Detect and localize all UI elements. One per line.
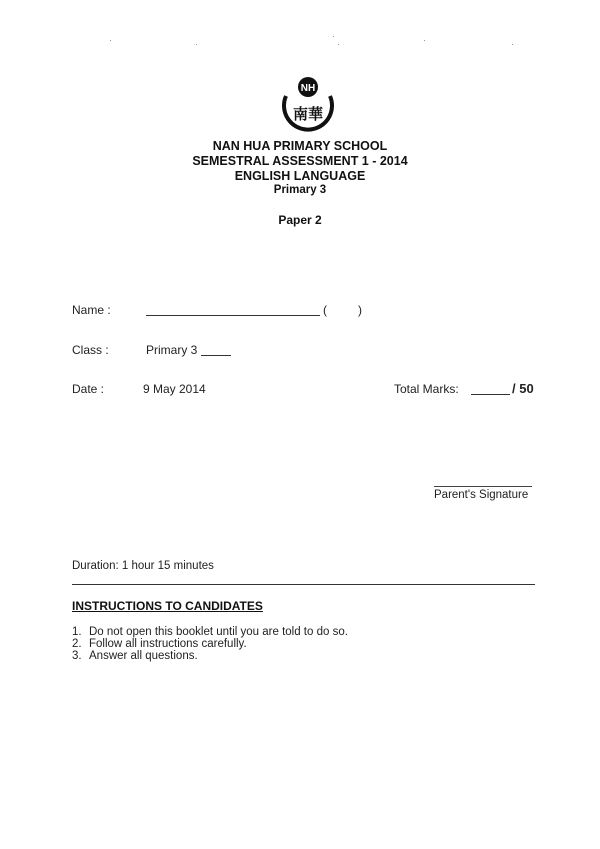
instructions-title: INSTRUCTIONS TO CANDIDATES xyxy=(72,599,263,613)
assessment-title: SEMESTRAL ASSESSMENT 1 - 2014 xyxy=(192,154,408,168)
date-value: 9 May 2014 xyxy=(143,382,206,396)
total-marks-field-line[interactable] xyxy=(471,394,510,395)
instruction-item xyxy=(72,638,348,650)
instruction-text: Follow all instructions carefully. xyxy=(89,638,247,650)
logo-monogram: NH xyxy=(300,83,316,94)
total-marks-max: / 50 xyxy=(512,381,534,396)
school-name: NAN HUA PRIMARY SCHOOL xyxy=(212,139,388,153)
instruction-text: Answer all questions. xyxy=(89,650,198,662)
subject-title: ENGLISH LANGUAGE xyxy=(234,169,366,183)
class-label: Class : xyxy=(72,343,109,357)
paper-title: Paper 2 xyxy=(278,213,322,227)
class-value: Primary 3 xyxy=(146,343,198,357)
instruction-number: 2. xyxy=(72,638,82,650)
duration-text: Duration: 1 hour 15 minutes xyxy=(72,560,214,572)
name-label: Name : xyxy=(72,303,111,317)
instruction-item xyxy=(72,626,348,638)
scan-speck xyxy=(512,44,513,45)
instructions-list xyxy=(72,626,348,662)
register-number-open: ( xyxy=(323,303,327,317)
date-label: Date : xyxy=(72,382,105,396)
parent-signature-line[interactable] xyxy=(434,486,532,487)
class-field-line[interactable] xyxy=(201,355,231,356)
instruction-number: 1. xyxy=(72,626,82,638)
register-number-close: ) xyxy=(358,303,362,317)
school-logo xyxy=(276,74,340,134)
instruction-text: Do not open this booklet until you are told to do so. xyxy=(89,626,348,638)
scan-speck xyxy=(333,36,334,37)
level-title: Primary 3 xyxy=(273,184,327,196)
parent-signature-label: Parent's Signature xyxy=(434,489,529,501)
scan-speck xyxy=(338,44,339,45)
logo-chinese-text: 南華 xyxy=(292,105,324,123)
name-field-line[interactable] xyxy=(146,315,320,316)
total-marks-label: Total Marks: xyxy=(394,382,459,396)
scan-speck xyxy=(196,44,197,45)
section-divider xyxy=(72,584,535,585)
instruction-number: 3. xyxy=(72,650,82,662)
instruction-item xyxy=(72,650,348,662)
scan-speck xyxy=(110,40,111,41)
scan-speck xyxy=(424,40,425,41)
